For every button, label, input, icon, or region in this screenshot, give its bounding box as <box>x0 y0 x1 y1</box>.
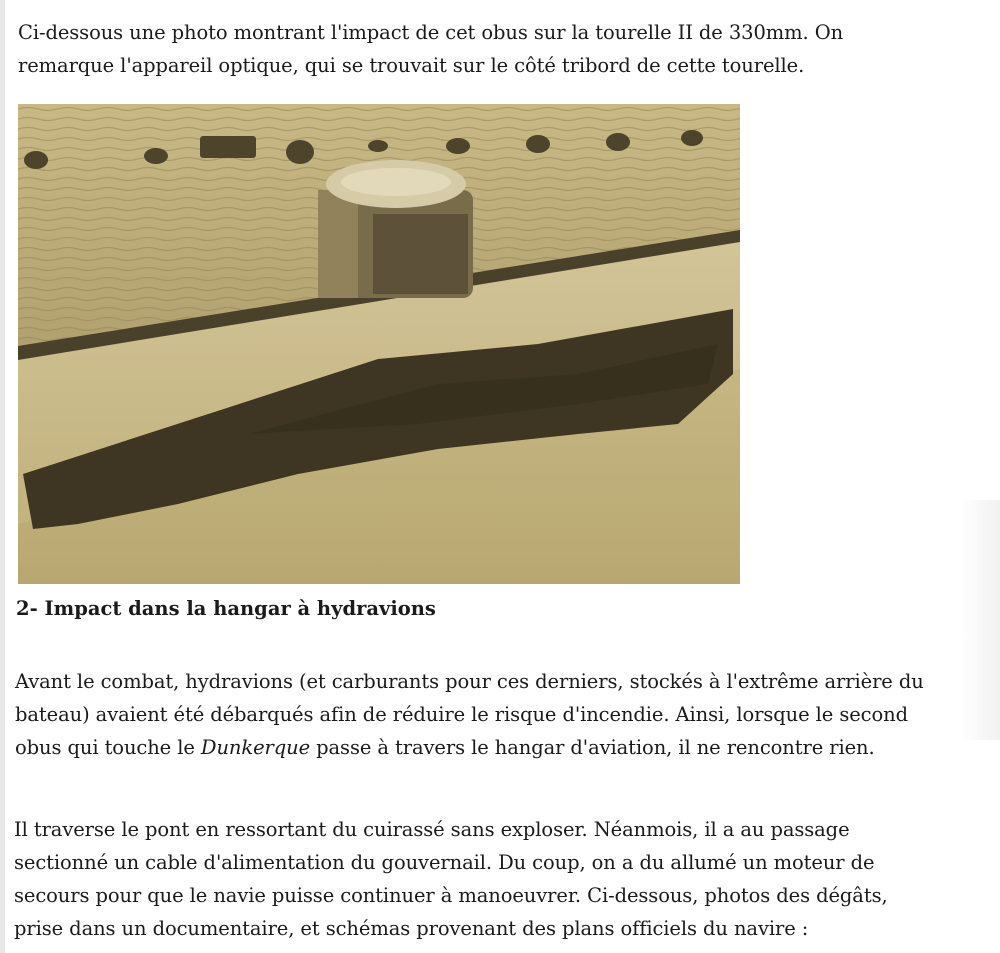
intro-paragraph <box>18 16 978 82</box>
line-3-before: obus qui touche le <box>15 736 201 759</box>
paragraph-1-line-3 <box>15 731 1000 764</box>
line-3-after: passe à travers le hangar d'aviation, il ne rencontre rien. <box>310 736 875 759</box>
paragraph-2-line-3: secours pour que le navie puisse continuer à manoeuvrer. Ci-dessous, photos des dégâts, <box>14 884 888 907</box>
paragraph-2-line-2: sectionné un cable d'alimentation du gouvernail. Du coup, on a du allumé un moteur de <box>14 851 875 874</box>
paragraph-2-line-1: Il traverse le pont en ressortant du cuirassé sans exploser. Néanmois, il a au passage <box>14 818 850 841</box>
paragraph-1 <box>15 665 1000 764</box>
intro-line-1: Ci-dessous une photo montrant l'impact de cet obus sur la tourelle II de 330mm. On <box>18 21 844 44</box>
paragraph-2 <box>14 813 989 945</box>
paragraph-2-line-4: prise dans un documentaire, et schémas provenant des plans officiels du navire : <box>14 917 809 940</box>
left-border <box>0 0 5 953</box>
intro-line-2: remarque l'appareil optique, qui se trouvait sur le côté tribord de cette tourelle. <box>18 54 805 77</box>
photo-image <box>18 104 740 584</box>
paragraph-1-line-1: Avant le combat, hydravions (et carburants pour ces derniers, stockés à l'extrême arrière du <box>15 670 924 693</box>
section-heading: 2- Impact dans la hangar à hydravions <box>16 597 436 620</box>
paragraph-1-line-2: bateau) avaient été débarqués afin de réduire le risque d'incendie. Ainsi, lorsque le second <box>15 703 908 726</box>
ship-name: Dunkerque <box>200 736 311 759</box>
turret-impact-photo <box>18 104 740 584</box>
